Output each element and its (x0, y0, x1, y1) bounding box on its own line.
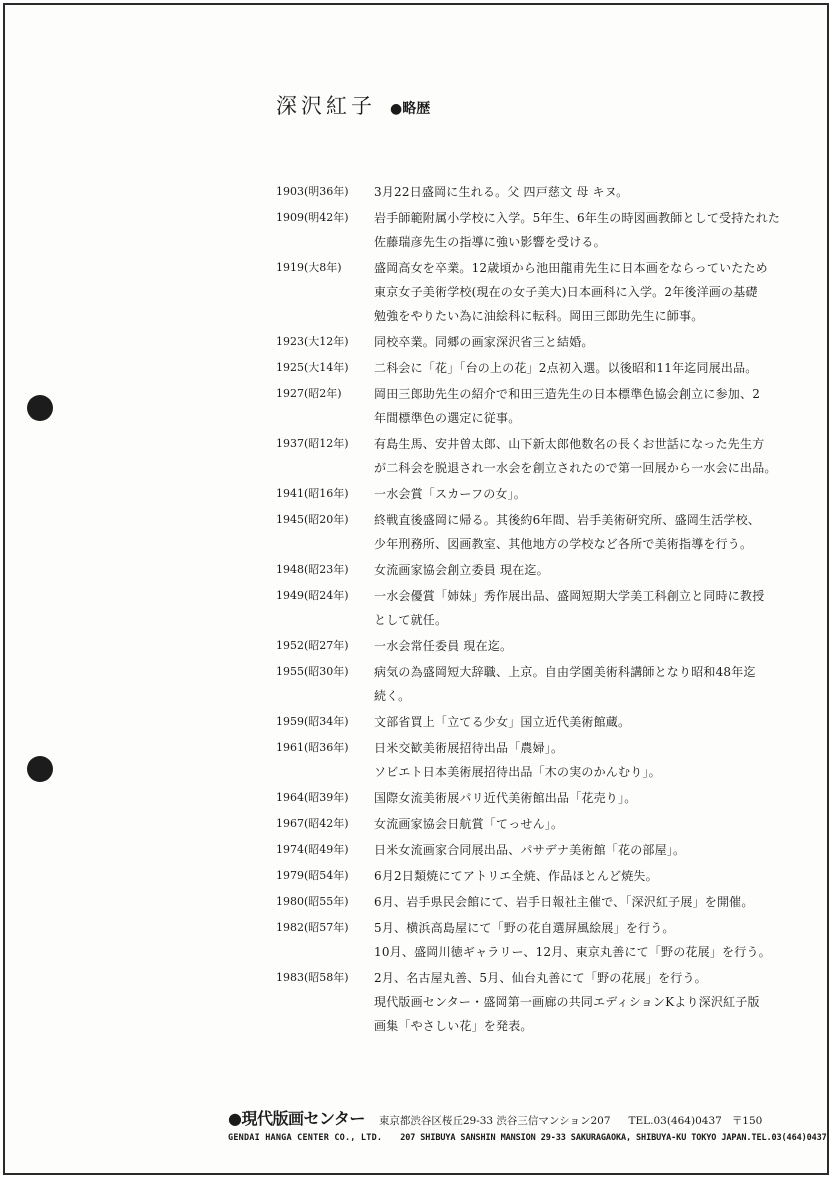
entry-text (374, 382, 786, 430)
entry-year: 1982(昭57年) (276, 921, 349, 934)
entry-year: 1952(昭27年) (276, 639, 349, 652)
entry-line: 10月、盛岡川徳ギャラリー、12月、東京丸善にて「野の花展」を行う。 (374, 945, 771, 959)
entry-text (374, 180, 786, 204)
timeline-entry (276, 890, 786, 914)
timeline-entry (276, 660, 786, 708)
entry-line: 東京女子美術学校(現在の女子美大)日本画科に入学。2年後洋画の基礎 (374, 285, 758, 299)
timeline-entry (276, 256, 786, 328)
entry-line: 年間標準色の選定に従事。 (374, 411, 521, 425)
entry-year: 1980(昭55年) (276, 895, 349, 908)
entry-line: ソビエト日本美術展招待出品「木の実のかんむり」。 (374, 765, 661, 779)
entry-line: 同校卒業。同郷の画家深沢省三と結婚。 (374, 335, 594, 349)
entry-text (374, 634, 786, 658)
entry-line: 岩手師範附属小学校に入学。5年生、6年生の時図画教師として受持たれた (374, 211, 781, 225)
timeline-entry (276, 966, 786, 1038)
publisher-address-en: 207 SHIBUYA SANSHIN MANSION 29-33 SAKURAGAOKA, SHIBUYA-KU TOKYO JAPAN.TEL.03(464)0437 (400, 1133, 827, 1143)
timeline-entry (276, 482, 786, 506)
entry-line: 二科会に「花」「台の上の花」2点初入選。以後昭和11年迄同展出品。 (374, 361, 758, 375)
timeline-entry (276, 508, 786, 556)
entry-year: 1959(昭34年) (276, 715, 349, 728)
document-header (276, 90, 430, 120)
timeline-entry (276, 432, 786, 480)
entry-line: 病気の為盛岡短大辞職、上京。自由学園美術科講師となり昭和48年迄 (374, 665, 756, 679)
entry-line: 続く。 (374, 689, 411, 703)
entry-line: 現代版画センター・盛岡第一画廊の共同エディションKより深沢紅子版 (374, 995, 760, 1009)
entry-year: 1925(大14年) (276, 361, 349, 374)
entry-year: 1979(昭54年) (276, 869, 349, 882)
entry-line: 終戦直後盛岡に帰る。其後約6年間、岩手美術研究所、盛岡生活学校、 (374, 513, 761, 527)
entry-year: 1948(昭23年) (276, 563, 349, 576)
entry-line: 文部省買上「立てる少女」国立近代美術館蔵。 (374, 715, 631, 729)
publisher-name-jp: ●現代版画センター (228, 1109, 365, 1128)
entry-line: 6月2日類焼にてアトリエ全焼、作品ほとんど焼失。 (374, 869, 658, 883)
entry-line: 少年刑務所、図画教室、其他地方の学校など各所で美術指導を行う。 (374, 537, 753, 551)
entry-text (374, 736, 786, 784)
publisher-tel: TEL.03(464)0437 (628, 1115, 722, 1127)
entry-text (374, 584, 786, 632)
entry-text (374, 890, 786, 914)
entry-text (374, 482, 786, 506)
entry-text (374, 330, 786, 354)
entry-year: 1983(昭58年) (276, 971, 349, 984)
entry-year: 1974(昭49年) (276, 843, 349, 856)
entry-year: 1955(昭30年) (276, 665, 349, 678)
entry-line: 岡田三郎助先生の紹介で和田三造先生の日本標準色協会創立に参加、2 (374, 387, 761, 401)
entry-year: 1909(明42年) (276, 211, 349, 224)
entry-text (374, 508, 786, 556)
entry-text (374, 660, 786, 708)
entry-text (374, 838, 786, 862)
timeline-entry (276, 736, 786, 784)
entry-text (374, 786, 786, 810)
punch-hole-top (27, 395, 53, 421)
entry-text (374, 558, 786, 582)
timeline-entry (276, 356, 786, 380)
timeline-entry (276, 330, 786, 354)
entry-line: 5月、横浜高島屋にて「野の花自選屏風絵展」を行う。 (374, 921, 675, 935)
entry-line: 勉強をやりたい為に油絵科に転科。岡田三郎助先生に師事。 (374, 309, 704, 323)
entry-year: 1937(昭12年) (276, 437, 349, 450)
timeline-entry (276, 382, 786, 430)
punch-hole-bottom (27, 756, 53, 782)
timeline-entry (276, 180, 786, 204)
entry-text (374, 966, 786, 1038)
entry-text (374, 256, 786, 328)
entry-year: 1941(昭16年) (276, 487, 349, 500)
entry-line: 日米交歓美術展招待出品「農婦」。 (374, 741, 564, 755)
entry-line: 有島生馬、安井曽太郎、山下新太郎他数名の長くお世話になった先生方 (374, 437, 765, 451)
entry-line: 日米女流画家合同展出品、パサデナ美術館「花の部屋」。 (374, 843, 686, 857)
entry-text (374, 812, 786, 836)
entry-year: 1967(昭42年) (276, 817, 349, 830)
entry-line: 国際女流美術展パリ近代美術館出品「花売り」。 (374, 791, 637, 805)
entry-line: として就任。 (374, 613, 448, 627)
entry-line: 佐藤瑞彦先生の指導に強い影響を受ける。 (374, 235, 606, 249)
timeline-entry (276, 812, 786, 836)
timeline-entry (276, 584, 786, 632)
entry-line: 一水会賞「スカーフの女」。 (374, 487, 527, 501)
entry-year: 1949(昭24年) (276, 589, 349, 602)
timeline-entry (276, 916, 786, 964)
entry-text (374, 710, 786, 734)
entry-year: 1945(昭20年) (276, 513, 349, 526)
entry-line: 3月22日盛岡に生れる。父 四戸慈文 母 キヌ。 (374, 185, 629, 199)
entry-year: 1923(大12年) (276, 335, 349, 348)
entry-text (374, 916, 786, 964)
timeline-entry (276, 838, 786, 862)
entry-line: 盛岡高女を卒業。12歳頃から池田龍甫先生に日本画をならっていたため (374, 261, 768, 275)
entry-text (374, 864, 786, 888)
timeline-entry (276, 864, 786, 888)
publisher-postal-code: 〒150 (731, 1115, 763, 1127)
publisher-address-jp: 東京都渋谷区桜丘29-33 渋谷三信マンション207 (378, 1115, 611, 1127)
timeline-entry (276, 786, 786, 810)
entry-text (374, 432, 786, 480)
entry-year: 1903(明36年) (276, 185, 349, 198)
entry-line: 一水会常任委員 現在迄。 (374, 639, 513, 653)
entry-year: 1964(昭39年) (276, 791, 349, 804)
timeline-entry (276, 634, 786, 658)
entry-line: 画集「やさしい花」を発表。 (374, 1019, 533, 1033)
entry-line: 女流画家協会日航賞「てっせん」。 (374, 817, 564, 831)
timeline-entry (276, 206, 786, 254)
entry-text (374, 356, 786, 380)
artist-name: 深沢紅子 (276, 94, 376, 118)
biography-label: ●略歴 (390, 101, 431, 117)
timeline-entry (276, 558, 786, 582)
biography-timeline (276, 180, 786, 1040)
entry-line: 女流画家協会創立委員 現在迄。 (374, 563, 549, 577)
entry-year: 1919(大8年) (276, 261, 342, 274)
entry-line: 一水会優賞「姉妹」秀作展出品、盛岡短期大学美工科創立と同時に教授 (374, 589, 765, 603)
publisher-footer (228, 1106, 827, 1143)
entry-year: 1961(昭36年) (276, 741, 349, 754)
entry-line: が二科会を脱退され一水会を創立されたので第一回展から一水会に出品。 (374, 461, 777, 475)
entry-year: 1927(昭2年) (276, 387, 342, 400)
entry-text (374, 206, 786, 254)
timeline-entry (276, 710, 786, 734)
entry-line: 2月、名古屋丸善、5月、仙台丸善にて「野の花展」を行う。 (374, 971, 707, 985)
publisher-name-en: GENDAI HANGA CENTER CO., LTD. (228, 1133, 383, 1143)
entry-line: 6月、岩手県民会館にて、岩手日報社主催で、「深沢紅子展」を開催。 (374, 895, 754, 909)
